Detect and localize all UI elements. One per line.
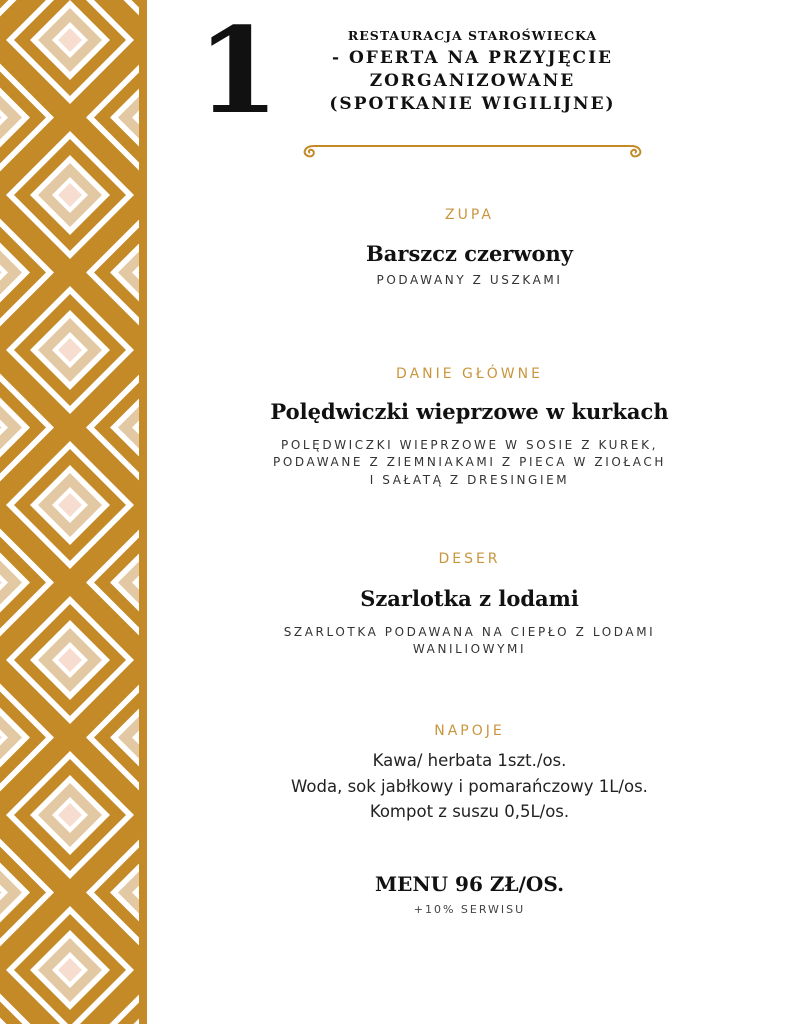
gold-border-bar [139,0,147,1024]
desc-line: WANILIOWYMI [412,642,527,657]
dish-name-soup: Barszcz czerwony [366,241,573,266]
desc-line: POLĘDWICZKI WIEPRZOWE W SOSIE Z KUREK, [281,438,658,452]
section-label-dessert: DESER [438,551,501,567]
dish-desc-soup: PODAWANY Z USZKAMI [376,273,563,287]
menu-number: 1 [197,1,280,140]
section-label-soup: ZUPA [445,207,494,223]
drink-item: Kawa/ herbata 1szt./os. [372,751,567,770]
desc-line: I SAŁATĄ Z DRESINGIEM [369,472,570,487]
dish-name-main: Polędwiczki wieprzowe w kurkach [270,399,669,424]
offer-title-line: - OFERTA NA PRZYJĘCIE [331,48,613,69]
offer-title-line: (SPOTKANIE WIGILIJNE) [329,94,616,115]
dish-desc-main [148,437,791,489]
restaurant-name: RESTAURACJA STAROŚWIECKA [347,28,598,43]
decorative-pattern [0,0,139,1024]
drink-item: Kompot z suszu 0,5L/os. [369,802,570,822]
dish-name-dessert: Szarlotka z lodami [360,586,579,611]
menu-content [148,0,791,1024]
drink-item: Woda, sok jabłkowy i pomarańczowy 1L/os. [291,776,648,796]
offer-title-line: ZORGANIZOWANE [369,71,576,92]
dish-desc-dessert [148,624,791,659]
section-label-main: DANIE GŁÓWNE [396,366,543,382]
service-charge: +10% SERWISU [413,903,526,916]
desc-line: PODAWANE Z ZIEMNIAKAMI Z PIECA W ZIOŁACH [273,455,666,470]
menu-price: MENU 96 ZŁ/OS. [374,872,565,896]
drinks-list [148,748,791,825]
section-label-drinks: NAPOJE [434,723,505,739]
desc-line: SZARLOTKA PODAWANA NA CIEPŁO Z LODAMI [283,625,656,639]
